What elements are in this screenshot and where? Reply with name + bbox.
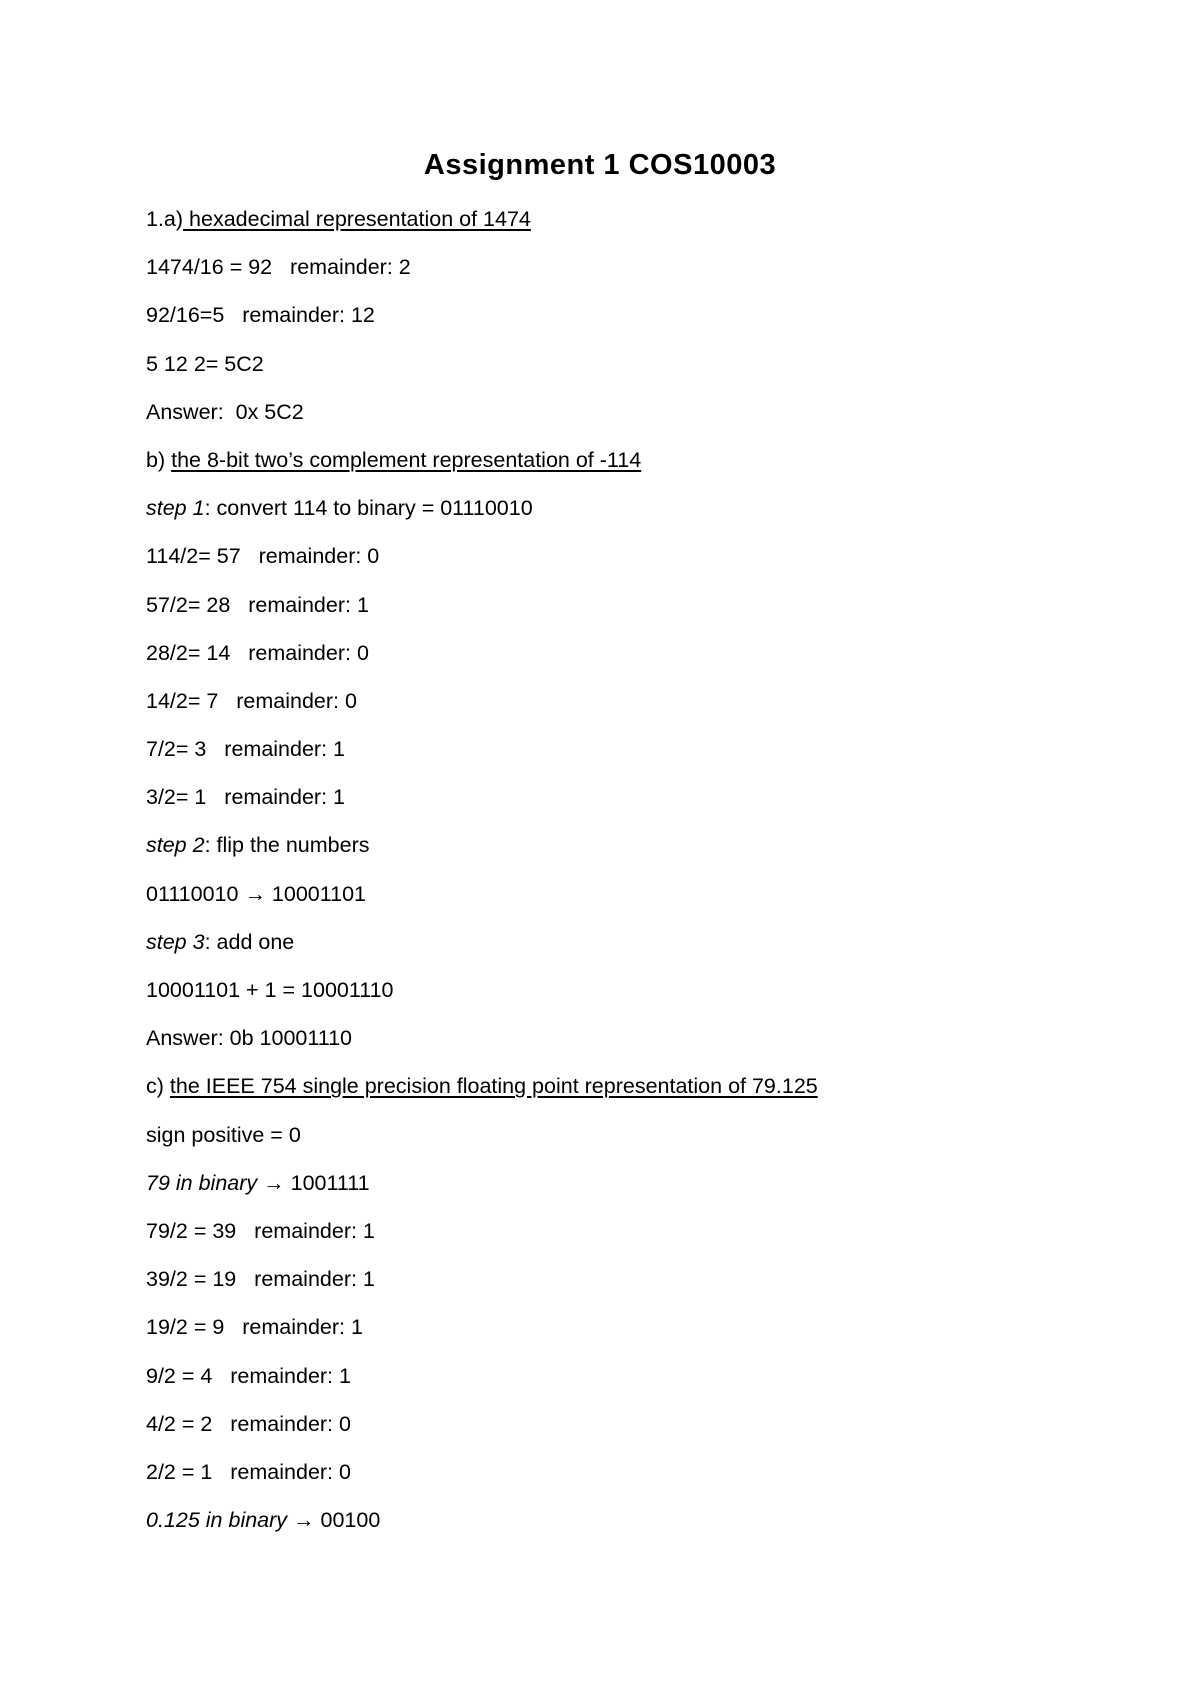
step-1-division: 57/2= 28 remainder: 1 xyxy=(146,592,369,617)
binary-79-label: 79 in binary xyxy=(146,1170,264,1195)
section-a-label: 1.a) xyxy=(146,207,184,231)
section-c-division: 79/2 = 39 remainder: 1 xyxy=(146,1218,375,1243)
binary-79-value: 1001111 xyxy=(284,1170,370,1195)
sign-line: sign positive = 0 xyxy=(146,1122,301,1147)
step-2-label: step 2 xyxy=(146,833,205,858)
step-1-division: 14/2= 7 remainder: 0 xyxy=(146,688,357,713)
section-b-label: b) xyxy=(146,447,166,472)
add-one-line: 10001101 + 1 = 10001110 xyxy=(146,978,394,1002)
right-arrow-icon: → xyxy=(263,1170,285,1195)
step-3-line xyxy=(146,928,1146,976)
step-1-division: 7/2= 3 remainder: 1 xyxy=(146,737,345,762)
section-a-line: 92/16=5 remainder: 12 xyxy=(146,303,375,328)
fraction-binary-label: 0.125 in binary xyxy=(146,1508,294,1533)
flip-right: 10001101 xyxy=(265,881,366,906)
section-a-heading xyxy=(146,205,1146,253)
step-1-text: : convert 114 to binary = 01110010 xyxy=(204,496,533,521)
step-3-text: : add one xyxy=(204,929,295,954)
section-c-heading xyxy=(146,1072,1146,1120)
section-c-heading-text: the IEEE 754 single precision floating point representation of 79.125 xyxy=(169,1074,818,1099)
step-3-label: step 3 xyxy=(146,929,205,954)
right-arrow-icon: → xyxy=(293,1508,315,1533)
right-arrow-icon: → xyxy=(244,881,266,906)
step-1-division: 28/2= 14 remainder: 0 xyxy=(146,640,369,665)
step-1-division: 114/2= 57 remainder: 0 xyxy=(146,544,380,569)
step-2-text: : flip the numbers xyxy=(204,833,370,858)
section-b-answer: Answer: 0b 10001110 xyxy=(146,1026,352,1051)
flip-left: 01110010 xyxy=(146,881,245,906)
section-c-label: c) xyxy=(146,1074,164,1099)
section-c-division: 19/2 = 9 remainder: 1 xyxy=(146,1315,363,1340)
section-a-heading-text: hexadecimal representation of 1474 xyxy=(183,207,531,231)
document-title: Assignment 1 COS10003 xyxy=(423,149,777,181)
section-c-division: 39/2 = 19 remainder: 1 xyxy=(146,1267,375,1292)
step-2-line xyxy=(146,831,1146,879)
fraction-binary-value: 00100 xyxy=(314,1508,381,1533)
document-body xyxy=(146,205,1146,1554)
binary-79-line xyxy=(146,1169,1146,1217)
section-b-heading-text: the 8-bit two’s complement representation of -114 xyxy=(171,447,642,472)
section-c-division: 4/2 = 2 remainder: 0 xyxy=(146,1411,351,1436)
step-1-label: step 1 xyxy=(146,496,205,521)
step-1-line xyxy=(146,494,1146,542)
section-a-line: 5 12 2= 5C2 xyxy=(146,351,264,376)
flip-line xyxy=(146,880,1146,928)
section-b-heading xyxy=(146,446,1146,494)
step-1-division: 3/2= 1 remainder: 1 xyxy=(146,785,345,810)
section-a-answer: Answer: 0x 5C2 xyxy=(146,399,304,424)
section-c-division: 2/2 = 1 remainder: 0 xyxy=(146,1459,351,1484)
fraction-binary-line xyxy=(146,1506,1146,1554)
section-c-division: 9/2 = 4 remainder: 1 xyxy=(146,1363,351,1388)
section-a-line: 1474/16 = 92 remainder: 2 xyxy=(146,255,411,280)
